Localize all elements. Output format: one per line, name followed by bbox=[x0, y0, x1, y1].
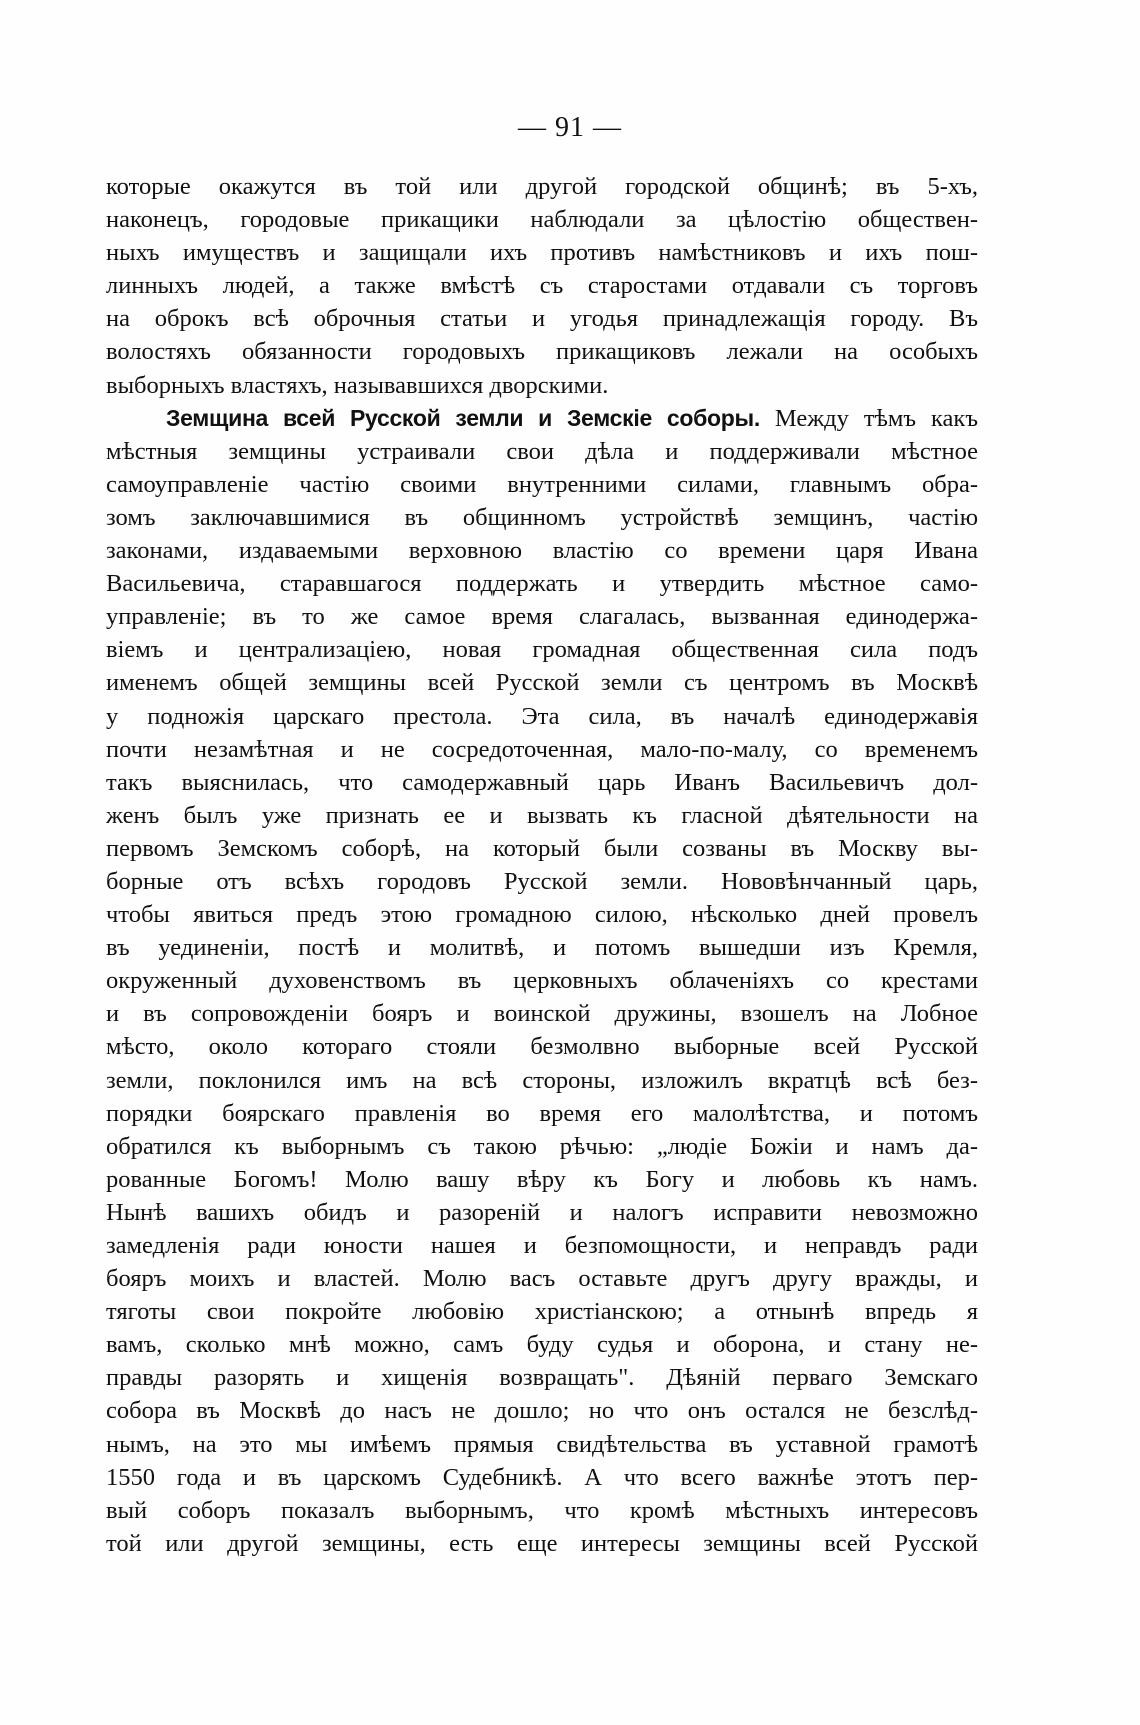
section-heading: Земщина всей Русской земли и Земскіе соборы. bbox=[166, 404, 760, 431]
text-line: самоуправленіе частію своими внутренними силами, главнымъ обра- bbox=[106, 470, 978, 498]
text-line: мѣсто, около котораго стояли безмолвно выборные всей Русской bbox=[106, 1033, 978, 1061]
text-line: порядки боярскаго правленія во время его малолѣтства, и потомъ bbox=[106, 1099, 978, 1127]
text-line: окруженный духовенствомъ въ церковныхъ облаченіяхъ со крестами bbox=[106, 967, 978, 995]
text-line: управленіе; въ то же самое время слагалась, вызванная единодержа- bbox=[106, 603, 978, 631]
text-line: бояръ моихъ и властей. Молю васъ оставьте другъ другу вражды, и bbox=[106, 1265, 978, 1293]
text-line: рованные Богомъ! Молю вашу вѣру къ Богу и любовь къ намъ. bbox=[106, 1165, 978, 1193]
text-line: ныхъ имуществъ и защищали ихъ противъ намѣстниковъ и ихъ пош- bbox=[106, 239, 978, 267]
text-line: именемъ общей земщины всей Русской земли съ центромъ въ Москвѣ bbox=[106, 669, 978, 697]
text-line: въ уединеніи, постѣ и молитвѣ, и потомъ вышедши изъ Кремля, bbox=[106, 934, 978, 962]
text-line: зомъ заключавшимися въ общинномъ устройствѣ земщинъ, частію bbox=[106, 503, 978, 531]
text-line: собора въ Москвѣ до насъ не дошло; но что онъ остался не безслѣд- bbox=[106, 1397, 978, 1425]
text-line: правды разорять и хищенія возвращать". Дѣяній перваго Земскаго bbox=[106, 1364, 978, 1392]
text-line: которые окажутся въ той или другой городской общинѣ; въ 5-хъ, bbox=[106, 173, 978, 200]
text-line: обратился къ выборнымъ съ такою рѣчью: „людіе Божіи и намъ да- bbox=[106, 1132, 978, 1160]
text-line: линныхъ людей, а также вмѣстѣ съ старостами отдавали съ торговъ bbox=[106, 272, 978, 300]
text-line: тяготы свои покройте любовію христіанскою; а отнынѣ впредь я bbox=[106, 1298, 978, 1326]
text-line: той или другой земщины, есть еще интересы земщины всей Русской bbox=[106, 1529, 978, 1557]
text-line: борные отъ всѣхъ городовъ Русской земли. Нововѣнчанный царь, bbox=[106, 867, 978, 895]
text-line: и въ сопровожденіи бояръ и воинской дружины, взошелъ на Лобное bbox=[106, 1000, 978, 1028]
text-line: женъ былъ уже признать ее и вызвать къ гласной дѣятельности на bbox=[106, 801, 978, 829]
text-line: віемъ и централизаціею, новая громадная общественная сила подъ bbox=[106, 636, 978, 664]
text-line: такъ выяснилась, что самодержавный царь Иванъ Васильевичъ дол- bbox=[106, 768, 978, 796]
text-line: 1550 года и въ царскомъ Судебникѣ. А что всего важнѣе этотъ пер- bbox=[106, 1463, 978, 1491]
text-line: нымъ, на это мы имѣемъ прямыя свидѣтельства въ уставной грамотѣ bbox=[106, 1430, 978, 1458]
text-line: выборныхъ властяхъ, называвшихся дворскими. bbox=[106, 371, 609, 399]
text-line: мѣстныя земщины устраивали свои дѣла и поддерживали мѣстное bbox=[106, 437, 978, 465]
text-line: на оброкъ всѣ оброчныя статьи и угодья принадлежащія городу. Въ bbox=[106, 305, 978, 333]
text-line: вамъ, сколько мнѣ можно, самъ буду судья и оборона, и стану не- bbox=[106, 1331, 978, 1359]
body-text bbox=[106, 170, 978, 1560]
text-line: почти незамѣтная и не сосредоточенная, мало-по-малу, со временемъ bbox=[106, 735, 978, 763]
text-line: Нынѣ вашихъ обидъ и разореній и налогъ исправити невозможно bbox=[106, 1198, 978, 1226]
text-run: Между тѣмъ какъ bbox=[759, 404, 978, 432]
text-line: чтобы явиться предъ этою громадною силою, нѣсколько дней провелъ bbox=[106, 901, 978, 929]
text-line: Васильевича, старавшагося поддержать и утвердить мѣстное само- bbox=[106, 570, 978, 598]
text-line: земли, поклонился имъ на всѣ стороны, изложилъ вкратцѣ всѣ без- bbox=[106, 1066, 978, 1094]
page-number: — 91 — bbox=[518, 112, 622, 143]
paragraph-first-line bbox=[106, 402, 978, 435]
text-line: замедленія ради юности нашея и безпомощности, и неправдъ ради bbox=[106, 1232, 978, 1259]
text-line: вый соборъ показалъ выборнымъ, что кромѣ мѣстныхъ интересовъ bbox=[106, 1496, 978, 1524]
text-line: наконецъ, городовые прикащики наблюдали за цѣлостію обществен- bbox=[106, 206, 978, 234]
text-line: первомъ Земскомъ соборѣ, на который были созваны въ Москву вы- bbox=[106, 834, 978, 862]
text-line: у подножія царскаго престола. Эта сила, въ началѣ единодержавія bbox=[106, 702, 978, 730]
text-line: законами, издаваемыми верховною властію со времени царя Ивана bbox=[106, 537, 978, 565]
text-line: волостяхъ обязанности городовыхъ прикащиковъ лежали на особыхъ bbox=[106, 338, 978, 366]
